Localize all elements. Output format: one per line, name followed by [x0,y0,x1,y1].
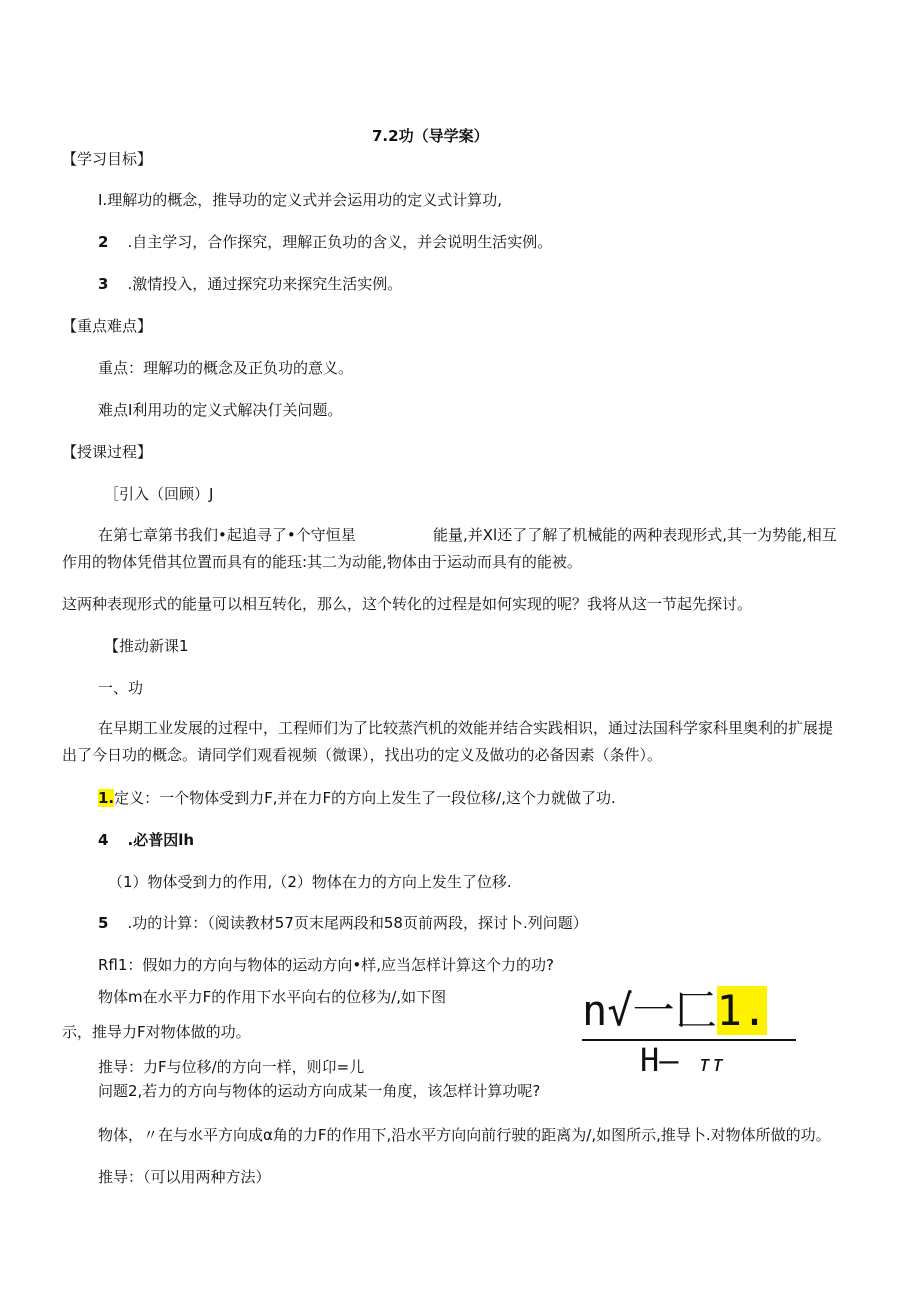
section-paragraph-line-1: 在早期工业发展的过程中，工程师们为了比较蒸汽机的效能并结合实践相识，通过法国科学家科里奥利的扩展提 [98,719,834,737]
key-points-heading: 【重点难点】 [62,317,153,335]
intro-paragraph-1-part-c: 作用的物体凭借其位置而具有的能珏:其二为动能,物体由于运动而具有的能被。 [62,553,582,571]
objective-item-2-number: 2 [98,233,109,251]
section-1-heading: 一、功 [98,679,144,697]
intro-heading: ［引入（回顾）J [104,485,214,503]
definition-text: 定义：一个物体受到力F,并在力F的方向上发生了一段位移/,这个力就做了功. [114,789,616,807]
formula-denominator-suffix: тт [697,1052,725,1077]
objective-item-3-number: 3 [98,275,109,293]
formula-figure [578,982,800,1078]
objective-item-1: I.理解功的概念，推导功的定义式并会运用功的定义式计算功, [98,191,502,209]
question-1-description-line-2: 示，推导力F对物体做的功。 [62,1023,251,1041]
question-2: 问题2,若力的方向与物体的运动方向成某一角度，该怎样计算功呢? [98,1082,541,1100]
process-heading: 【授课过程】 [62,443,153,461]
definition-item [98,788,616,808]
objectives-heading: 【学习目标】 [62,150,153,168]
derivation-2: 推导：（可以用两种方法） [98,1168,271,1186]
work-calculation-item [98,913,588,933]
objective-item-2 [98,232,552,252]
definition-number: 1. [98,789,115,807]
new-lesson-heading: 【推动新课1 [104,637,189,655]
derivation-1: 推导：力F与位移/的方向一样，则卬=儿 [98,1058,365,1076]
objective-item-3-text: .激情投入，通过探究功来探究生活实例。 [127,275,403,293]
work-calculation-text: .功的计算：（阅读教材57页末尾两段和58页前两段，探讨卜.列问题） [127,914,588,932]
formula-numerator-highlight: 1. [716,986,768,1035]
page-title: 7.2功（导学案） [372,127,489,145]
section-paragraph-line-2: 出了今日功的概念。请同学们观看视频（微课），找出功的定义及做功的必备因素（条件）。 [62,746,663,764]
factors-item [98,830,194,850]
work-calculation-number: 5 [98,914,109,932]
question-1-description-line-1: 物体m在水平力F的作用下水平向右的位移为/,如下图 [98,988,447,1006]
intro-paragraph-1-part-b: 能量,并Xl还了了解了机械能的两种表现形式,其一为势能,相互 [433,526,837,544]
intro-paragraph-1-part-a: 在第七章第书我们•起追寻了•个守恒星 [98,526,356,544]
factors-text: （1）物体受到力的作用,（2）物体在力的方向上发生了位移. [108,873,512,891]
question-2-description: 物体，〃在与水平方向成α角的力F的作用下,沿水平方向向前行驶的距离为/,如图所示,推导卜.对物体所做的功。 [98,1126,831,1144]
formula-numerator [582,986,767,1036]
difficult-point-text: 难点I利用功的定义式解决仃关问题。 [98,401,343,419]
formula-denominator-text: H— [640,1041,679,1079]
factors-heading: .必普因lh [127,831,195,849]
question-1: Rfl1：假如力的方向与物体的运动方向•样,应当怎样计算这个力的功? [98,956,554,974]
formula-numerator-text: n√一匚 [582,986,717,1035]
intro-paragraph-2: 这两种表现形式的能量可以相互转化，那么，这个转化的过程是如何实现的呢？我将从这一节起先探讨。 [62,595,753,613]
factors-number: 4 [98,831,109,849]
key-point-text: 重点：理解功的概念及正负功的意义。 [98,359,354,377]
objective-item-3 [98,274,402,294]
objective-item-2-text: .自主学习，合作探究，理解正负功的含义，并会说明生活实例。 [127,233,553,251]
formula-denominator [640,1042,724,1083]
